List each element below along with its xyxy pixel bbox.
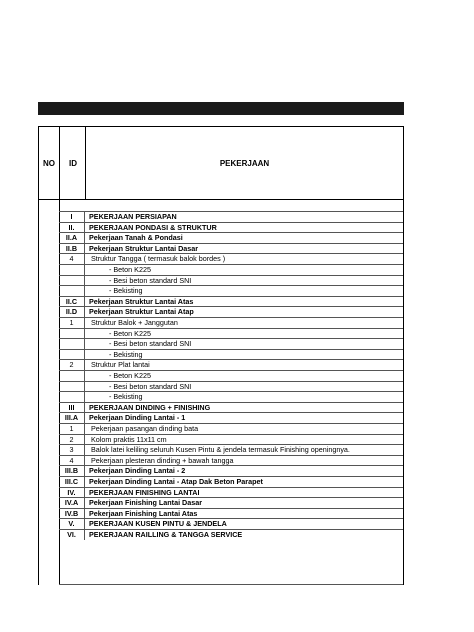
table-row <box>59 434 403 445</box>
row-id: II.C <box>59 297 85 307</box>
row-pekerjaan: - Beton K225 <box>109 328 151 338</box>
row-id: III <box>59 403 85 413</box>
row-id <box>59 265 85 275</box>
row-id: 3 <box>59 445 85 455</box>
row-pekerjaan: Pekerjaan Tanah & Pondasi <box>89 233 183 243</box>
title-bar <box>38 102 404 115</box>
row-id <box>59 339 85 349</box>
row-pekerjaan: PEKERJAAN DINDING + FINISHING <box>89 402 211 412</box>
table-row <box>59 253 403 264</box>
table-header <box>38 126 404 200</box>
table-row <box>59 381 403 392</box>
row-id: V. <box>59 519 85 529</box>
table-row <box>59 264 403 275</box>
row-pekerjaan: PEKERJAAN PONDASI & STRUKTUR <box>89 222 217 232</box>
row-pekerjaan: - Beton K225 <box>109 371 151 380</box>
row-pekerjaan: Struktur Tangga ( termasuk balok bordes ) <box>91 254 226 264</box>
row-id: 4 <box>59 456 85 466</box>
table-row <box>59 529 403 540</box>
table-row <box>59 349 403 360</box>
row-id: II.A <box>59 233 85 243</box>
row-pekerjaan: PEKERJAAN FINISHING LANTAI <box>89 487 200 497</box>
row-pekerjaan: PEKERJAAN KUSEN PINTU & JENDELA <box>89 519 227 529</box>
row-pekerjaan: Struktur Balok + Janggutan <box>91 318 178 327</box>
table-row <box>59 487 403 498</box>
row-pekerjaan: PEKERJAAN PERSIAPAN <box>89 212 177 221</box>
row-pekerjaan: Pekerjaan Finishing Lantai Atas <box>89 508 198 518</box>
row-pekerjaan: - Besi beton standard SNI <box>109 275 192 285</box>
table-row <box>59 275 403 286</box>
row-pekerjaan: PEKERJAAN RAILLING & TANGGA SERVICE <box>89 530 243 539</box>
row-id: III.B <box>59 466 85 476</box>
table-row <box>59 285 403 296</box>
row-pekerjaan: - Bekisting <box>109 286 143 296</box>
header-pekerjaan: PEKERJAAN <box>219 158 270 168</box>
table-row <box>59 465 403 476</box>
table-row <box>59 497 403 508</box>
row-id: 2 <box>59 360 85 370</box>
row-pekerjaan: Pekerjaan Dinding Lantai - 2 <box>89 466 186 476</box>
table-row <box>59 402 403 413</box>
row-pekerjaan: - Bekisting <box>109 349 143 359</box>
row-pekerjaan: - Bekisting <box>109 392 143 402</box>
row-id <box>59 350 85 360</box>
table-bottom-border <box>59 584 403 585</box>
row-pekerjaan: - Beton K225 <box>109 265 151 274</box>
table-row <box>59 243 403 254</box>
row-id <box>59 286 85 296</box>
table-row <box>59 296 403 307</box>
table-row <box>59 455 403 466</box>
table-row <box>59 359 403 370</box>
row-id <box>59 392 85 402</box>
table-row <box>59 444 403 455</box>
table-row <box>59 317 403 328</box>
row-pekerjaan: Kolom praktis 11x11 cm <box>91 434 167 444</box>
row-id: III.A <box>59 413 85 423</box>
table-row <box>59 423 403 434</box>
row-id: 4 <box>59 254 85 264</box>
table-row <box>59 306 403 317</box>
row-id: I <box>59 212 85 222</box>
row-pekerjaan: Pekerjaan Struktur Lantai Atap <box>89 307 194 317</box>
table-row <box>59 391 403 402</box>
row-id <box>59 329 85 339</box>
row-id: 1 <box>59 424 85 434</box>
table-row <box>59 211 403 222</box>
table-row <box>59 476 403 487</box>
row-pekerjaan: Pekerjaan plesteran dinding + bawah tangga <box>91 455 234 465</box>
row-pekerjaan: Pekerjaan pasangan dinding bata <box>91 424 199 433</box>
header-no: NO <box>43 158 55 168</box>
row-pekerjaan: Pekerjaan Struktur Lantai Dasar <box>89 243 199 253</box>
row-pekerjaan: Pekerjaan Struktur Lantai Atas <box>89 296 194 306</box>
row-id <box>59 371 85 381</box>
row-pekerjaan: Struktur Plat lantai <box>91 360 150 370</box>
row-id <box>59 382 85 392</box>
row-id: II.B <box>59 244 85 254</box>
row-pekerjaan: - Besi beton standard SNI <box>109 381 192 391</box>
table-row <box>59 508 403 519</box>
row-id: VI. <box>59 530 85 540</box>
header-id: ID <box>69 158 77 168</box>
row-id: 1 <box>59 318 85 328</box>
row-id: II. <box>59 223 85 233</box>
row-id: IV.A <box>59 498 85 508</box>
table-row <box>59 518 403 529</box>
row-pekerjaan: Balok latei keliling seluruh Kusen Pintu & jendela termasuk Finishing openingnya. <box>91 445 350 455</box>
table-row <box>59 222 403 233</box>
table-row <box>59 338 403 349</box>
row-id: III.C <box>59 477 85 487</box>
row-pekerjaan: - Besi beton standard SNI <box>109 339 192 349</box>
table-row <box>59 370 403 381</box>
row-id: IV. <box>59 488 85 498</box>
row-pekerjaan: Pekerjaan Dinding Lantai - 1 <box>89 413 186 423</box>
row-id: II.D <box>59 307 85 317</box>
row-id: 2 <box>59 435 85 445</box>
table-row <box>59 412 403 423</box>
row-id: IV.B <box>59 509 85 519</box>
table-row <box>59 232 403 243</box>
row-pekerjaan: Pekerjaan Dinding Lantai - Atap Dak Beton Parapet <box>89 477 263 486</box>
table-row <box>59 328 403 339</box>
row-id <box>59 276 85 286</box>
row-pekerjaan: Pekerjaan Finishing Lantai Dasar <box>89 498 203 508</box>
